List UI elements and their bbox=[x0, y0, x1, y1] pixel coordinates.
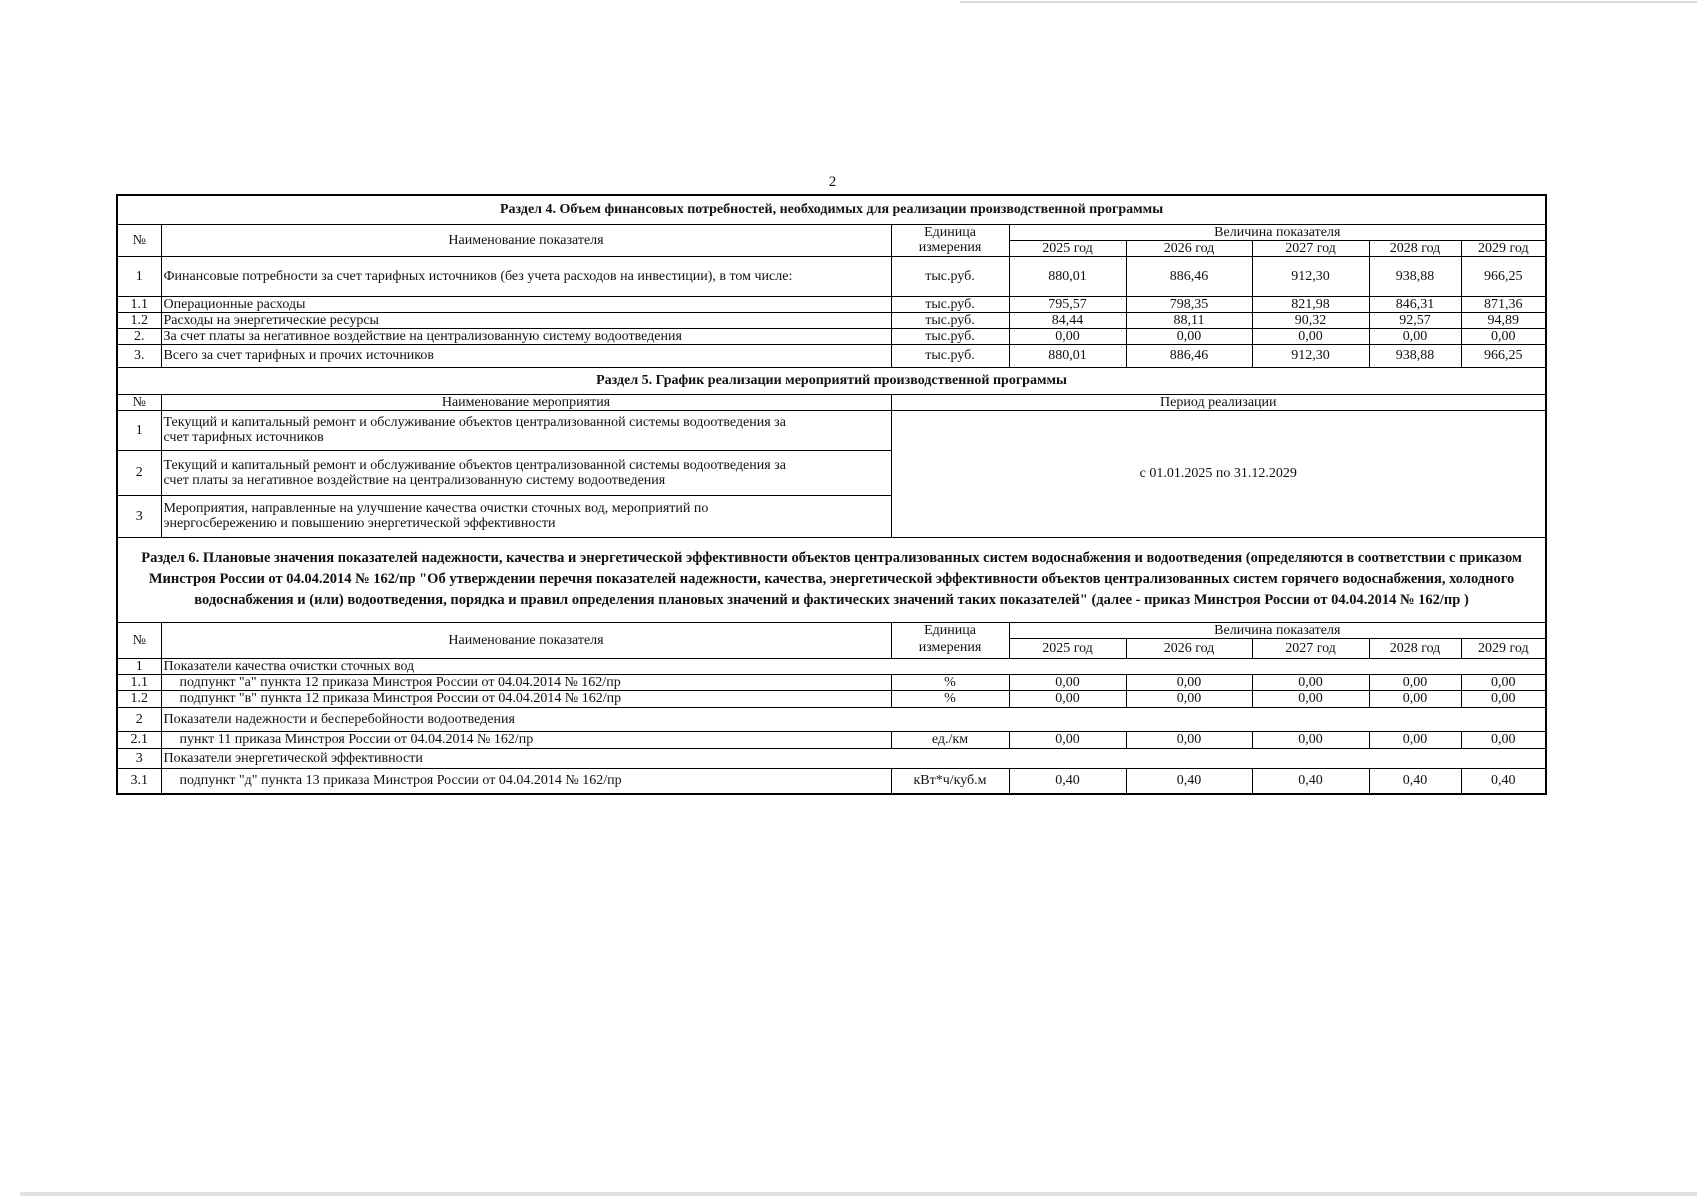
section4-year: 2027 год bbox=[1252, 240, 1369, 256]
section5-title-row bbox=[117, 367, 1546, 394]
row-value: 0,00 bbox=[1461, 731, 1546, 748]
row-name-line: Мероприятия, направленные на улучшение качества очистки сточных вод, мероприятий по bbox=[163, 501, 709, 516]
row-value: 0,00 bbox=[1009, 690, 1126, 707]
row-name bbox=[161, 495, 891, 537]
row-num: 1 bbox=[117, 256, 161, 296]
section5-header-name: Наименование мероприятия bbox=[161, 394, 891, 410]
row-name-line: счет тарифных источников bbox=[163, 430, 324, 445]
row-unit: тыс.руб. bbox=[891, 328, 1009, 344]
row-value: 0,00 bbox=[1126, 731, 1252, 748]
row-num: 2 bbox=[117, 707, 161, 731]
row-num: 3 bbox=[117, 748, 161, 768]
row-unit: тыс.руб. bbox=[891, 296, 1009, 312]
row-value: 0,40 bbox=[1252, 768, 1369, 794]
table-row bbox=[117, 674, 1546, 690]
row-value: 886,46 bbox=[1126, 344, 1252, 367]
row-name-line: энергосбережению и повышению энергетической эффективности bbox=[163, 516, 556, 531]
row-name bbox=[161, 410, 891, 450]
section4-header-unit-1: Единица bbox=[891, 224, 1009, 240]
row-value: 938,88 bbox=[1369, 344, 1461, 367]
row-unit: % bbox=[891, 674, 1009, 690]
row-name: пункт 11 приказа Минстроя России от 04.04.2014 № 162/пр bbox=[161, 731, 891, 748]
row-value: 0,00 bbox=[1252, 328, 1369, 344]
row-name bbox=[161, 450, 891, 495]
row-value: 0,00 bbox=[1369, 674, 1461, 690]
group-name: Показатели надежности и бесперебойности водоотведения bbox=[161, 707, 1546, 731]
group-name: Показатели качества очистки сточных вод bbox=[161, 658, 1546, 674]
page-number: 2 bbox=[828, 174, 837, 190]
row-value: 966,25 bbox=[1461, 256, 1546, 296]
row-name: Операционные расходы bbox=[161, 296, 891, 312]
row-num: 1.1 bbox=[117, 296, 161, 312]
group-row bbox=[117, 707, 1546, 731]
row-value: 0,00 bbox=[1252, 731, 1369, 748]
section5-title: Раздел 5. График реализации мероприятий производственной программы bbox=[117, 367, 1546, 394]
section6-year: 2029 год bbox=[1461, 638, 1546, 658]
row-value: 966,25 bbox=[1461, 344, 1546, 367]
section4-header-row bbox=[117, 224, 1546, 240]
row-value: 0,00 bbox=[1369, 690, 1461, 707]
row-value: 0,00 bbox=[1252, 690, 1369, 707]
row-value: 0,40 bbox=[1461, 768, 1546, 794]
row-value: 886,46 bbox=[1126, 256, 1252, 296]
table-row bbox=[117, 344, 1546, 367]
row-value: 821,98 bbox=[1252, 296, 1369, 312]
row-name: Финансовые потребности за счет тарифных источников (без учета расходов на инвестиции), в том числе: bbox=[161, 256, 891, 296]
table-row bbox=[117, 410, 1546, 450]
table-row bbox=[117, 256, 1546, 296]
row-value: 0,00 bbox=[1009, 328, 1126, 344]
row-name-line: Текущий и капитальный ремонт и обслуживание объектов централизованной системы водоотведения за bbox=[163, 457, 786, 473]
row-name-line: счет платы за негативное воздействие на централизованную систему водоотведения bbox=[163, 472, 666, 488]
section4-year: 2025 год bbox=[1009, 240, 1126, 256]
row-value: 0,00 bbox=[1461, 690, 1546, 707]
row-value: 0,00 bbox=[1252, 674, 1369, 690]
row-value: 0,00 bbox=[1126, 674, 1252, 690]
table-row bbox=[117, 296, 1546, 312]
row-num: 3. bbox=[117, 344, 161, 367]
section5-header-period: Период реализации bbox=[891, 394, 1546, 410]
row-value: 88,11 bbox=[1126, 312, 1252, 328]
row-value: 0,00 bbox=[1126, 328, 1252, 344]
section4-header-name: Наименование показателя bbox=[161, 224, 891, 256]
row-value: 912,30 bbox=[1252, 256, 1369, 296]
row-unit: тыс.руб. bbox=[891, 312, 1009, 328]
section4-header-value: Величина показателя bbox=[1009, 224, 1546, 240]
group-name: Показатели энергетической эффективности bbox=[161, 748, 1546, 768]
group-row bbox=[117, 748, 1546, 768]
table-row bbox=[117, 690, 1546, 707]
section6-header-num: № bbox=[117, 622, 161, 658]
row-unit: ед./км bbox=[891, 731, 1009, 748]
row-value: 94,89 bbox=[1461, 312, 1546, 328]
row-value: 0,40 bbox=[1126, 768, 1252, 794]
scan-edge-top bbox=[960, 1, 1697, 3]
row-value: 0,00 bbox=[1126, 690, 1252, 707]
section6-header-value: Величина показателя bbox=[1009, 622, 1546, 638]
row-num: 1 bbox=[117, 658, 161, 674]
section6-title-row bbox=[117, 537, 1546, 622]
row-num: 3 bbox=[117, 495, 161, 537]
section5-header-row bbox=[117, 394, 1546, 410]
row-value: 846,31 bbox=[1369, 296, 1461, 312]
document-table bbox=[116, 194, 1547, 795]
row-value: 0,00 bbox=[1369, 731, 1461, 748]
row-value: 0,00 bbox=[1369, 328, 1461, 344]
row-unit: тыс.руб. bbox=[891, 256, 1009, 296]
row-num: 1.2 bbox=[117, 312, 161, 328]
row-name: За счет платы за негативное воздействие на централизованную систему водоотведения bbox=[161, 328, 891, 344]
section4-year: 2026 год bbox=[1126, 240, 1252, 256]
section6-header-unit-1: Единица bbox=[891, 622, 1009, 638]
row-value: 84,44 bbox=[1009, 312, 1126, 328]
section4-title: Раздел 4. Объем финансовых потребностей, необходимых для реализации производственной программы bbox=[117, 195, 1546, 224]
row-num: 2 bbox=[117, 450, 161, 495]
section6-title: Раздел 6. Плановые значения показателей надежности, качества и энергетической эффективности объектов централизованных систем водоснабжения и водоотведения (определяются в соответствии с приказом Минстроя России от 04.04.2014 № 162/пр "Об утверждении перечня показателей надежности, качества, энергетической эффективности объектов централизованных систем горячего водоснабжения, холодного водоснабжения и (или) водоотведения, порядка и правил определения плановых значений и фактических значений таких показателей" (далее - приказ Минстроя России от 04.04.2014 № 162/пр ) bbox=[117, 537, 1546, 622]
row-num: 2.1 bbox=[117, 731, 161, 748]
row-value: 0,00 bbox=[1461, 674, 1546, 690]
table-row bbox=[117, 312, 1546, 328]
section6-header-row bbox=[117, 622, 1546, 638]
section6-year: 2025 год bbox=[1009, 638, 1126, 658]
row-value: 880,01 bbox=[1009, 256, 1126, 296]
section4-title-row bbox=[117, 195, 1546, 224]
row-num: 1 bbox=[117, 410, 161, 450]
section6-year: 2028 год bbox=[1369, 638, 1461, 658]
row-num: 3.1 bbox=[117, 768, 161, 794]
row-num: 1.1 bbox=[117, 674, 161, 690]
section6-header-unit-2: измерения bbox=[891, 638, 1009, 658]
scan-edge-bottom bbox=[20, 1192, 1697, 1196]
section6-year: 2026 год bbox=[1126, 638, 1252, 658]
row-value: 0,40 bbox=[1369, 768, 1461, 794]
row-name: подпункт "д" пункта 13 приказа Минстроя России от 04.04.2014 № 162/пр bbox=[161, 768, 891, 794]
row-num: 2. bbox=[117, 328, 161, 344]
row-name: Всего за счет тарифных и прочих источников bbox=[161, 344, 891, 367]
row-unit: тыс.руб. bbox=[891, 344, 1009, 367]
row-name-line: Текущий и капитальный ремонт и обслуживание объектов централизованной системы водоотведения за bbox=[163, 415, 786, 430]
row-unit: % bbox=[891, 690, 1009, 707]
table-row bbox=[117, 731, 1546, 748]
table-row bbox=[117, 768, 1546, 794]
row-value: 795,57 bbox=[1009, 296, 1126, 312]
section6-header-name: Наименование показателя bbox=[161, 622, 891, 658]
row-value: 880,01 bbox=[1009, 344, 1126, 367]
section6-year: 2027 год bbox=[1252, 638, 1369, 658]
group-row bbox=[117, 658, 1546, 674]
section4-header-unit-2: измерения bbox=[891, 240, 1009, 256]
table-row bbox=[117, 328, 1546, 344]
row-unit: кВт*ч/куб.м bbox=[891, 768, 1009, 794]
row-name: Расходы на энергетические ресурсы bbox=[161, 312, 891, 328]
section4-year: 2028 год bbox=[1369, 240, 1461, 256]
row-value: 90,32 bbox=[1252, 312, 1369, 328]
row-value: 871,36 bbox=[1461, 296, 1546, 312]
row-value: 92,57 bbox=[1369, 312, 1461, 328]
section4-header-num: № bbox=[117, 224, 161, 256]
row-name: подпункт "а" пункта 12 приказа Минстроя России от 04.04.2014 № 162/пр bbox=[161, 674, 891, 690]
row-value: 0,00 bbox=[1461, 328, 1546, 344]
section4-year: 2029 год bbox=[1461, 240, 1546, 256]
section5-header-num: № bbox=[117, 394, 161, 410]
row-value: 0,00 bbox=[1009, 731, 1126, 748]
row-value: 912,30 bbox=[1252, 344, 1369, 367]
row-name: подпункт "в" пункта 12 приказа Минстроя России от 04.04.2014 № 162/пр bbox=[161, 690, 891, 707]
row-value: 798,35 bbox=[1126, 296, 1252, 312]
row-value: 0,40 bbox=[1009, 768, 1126, 794]
section5-period-value: с 01.01.2025 по 31.12.2029 bbox=[891, 410, 1546, 537]
row-num: 1.2 bbox=[117, 690, 161, 707]
row-value: 0,00 bbox=[1009, 674, 1126, 690]
row-value: 938,88 bbox=[1369, 256, 1461, 296]
